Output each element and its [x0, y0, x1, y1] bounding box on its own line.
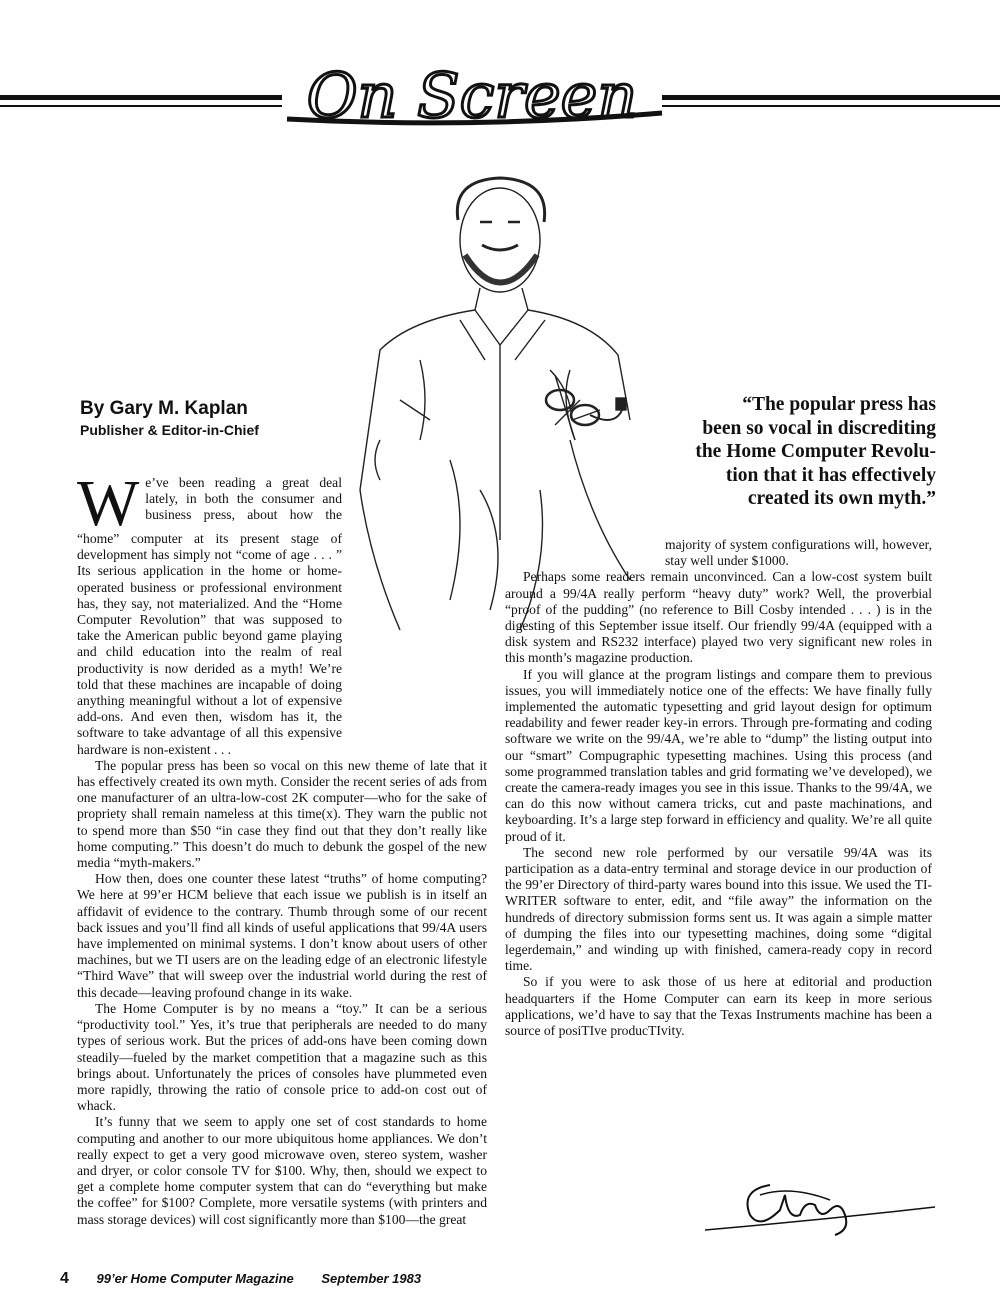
- magazine-name: 99’er Home Computer Magazine: [96, 1271, 294, 1286]
- byline-name: By Gary M. Kaplan: [80, 398, 248, 419]
- article-paragraph: It’s funny that we seem to apply one set of cost standards to home computing and another to our more ubiquitous home appliances. We don’t really expect to get a very good microwave oven, stereo system, washer and dryer, or color console TV for $100. Why, then, should we expect to get a complete home computer system that can do “everything but make the coffee” for $100? Complete, more versatile systems (with printers and mass storage devices) will cost significantly more than $100—the great: [77, 1114, 487, 1227]
- masthead-title: On Screen: [306, 59, 638, 132]
- page-footer: [60, 1270, 445, 1288]
- article-right-column: [505, 537, 932, 1039]
- byline-title: Publisher & Editor-in-Chief: [80, 422, 259, 438]
- masthead-logo: [262, 55, 682, 135]
- article-left-column: [77, 467, 487, 1228]
- pull-quote-line: been so vocal in discrediting: [702, 417, 936, 439]
- issue-date: September 1983: [321, 1271, 422, 1286]
- drop-cap: W: [77, 467, 140, 540]
- article-paragraph: So if you were to ask those of us here at editorial and production headquarters if the Home Computer can earn its keep in more serious applications, we’d have to say that the Texas Instruments machine has been a source of posiTIve producTIvity.: [505, 974, 932, 1039]
- intro-block: [77, 467, 342, 540]
- article-paragraph: How then, does one counter these latest “truths” of home computing? We here at 99’er HCM believe that each issue we publish is in itself an affidavit of evidence to the contrary. Thumb through some of our recent back issues and you’ll find all kinds of useful applications that 99/4A users have implemented on minimal systems. I don’t know about users of other machines, but we TI users are on the leading edge of an electronic lifestyle “Third Wave” that will sweep over the industrial world during the rest of this decade—leaving profound change in its wake.: [77, 871, 487, 1000]
- masthead: [0, 55, 1000, 135]
- article-paragraph: Perhaps some readers remain unconvinced. Can a low-cost system built around a 99/4A really perform “heavy duty” work? Well, the proverbial “proof of the pudding” (no reference to Bill Cosby intended . . . ) is in the digesting of this September issue itself. Our friendly 99/4A (equipped with a disk system and RS232 interface) played two very significant new roles in this month’s magazine production.: [505, 569, 932, 666]
- pull-quote-line: created its own myth.”: [747, 488, 936, 509]
- article-paragraph: The second new role performed by our versatile 99/4A was its participation as a data-entry terminal and storage device in our production of the 99’er Directory of third-party wares bound into this issue. We used the TI-WRITER software to enter, edit, and “file away” the information on the hundreds of directory submission forms sent us. It was again a simple matter of dumping the files into our typesetting machines, doing some “digital legerdemain,” and winding up with finished, camera-ready copy in record time.: [505, 844, 932, 974]
- pull-quote: [656, 393, 936, 511]
- pull-quote-line: the Home Computer Revolu-: [695, 441, 936, 462]
- handwritten-signature: [700, 1175, 940, 1245]
- intro-line: business press, about how the: [145, 507, 342, 523]
- article-paragraph: majority of system configurations will, however, stay well under $1000.: [665, 537, 932, 569]
- article-paragraph: The popular press has been so vocal on this new theme of late that it has effectively created its own myth. Consider the recent series of ads from one manufacturer of an ultra-low-cost 2K computer—who for the sake of propriety shall remain nameless at this time(x). They warn the public not to spend more than $50 “in case they find out that they don’t really like home computing.” This doesn’t do much to debunk the gospel of the new media “myth-makers.”: [77, 757, 487, 871]
- article-paragraph: “home” computer at its present stage of development has simply not “come of age . . . ” Its serious application in the home or home-operated business or professional environment has, they say, not materialized. And the “Home Computer Revolution” that was supposed to take the American public beyond game playing and child education into the realm of real productivity is now derided as a myth! We’re told that these machines are incapable of doing anything meaningful without a lot of expensive add-ons. And even then, wisdom has it, the software to take advantage of all this expensive hardware is non-existent . . .: [77, 531, 342, 757]
- article-paragraph: If you will glance at the program listings and compare them to previous issues, you will immediately notice one of the effects: We have finally fully implemented the automatic typesetting and grid layout design for optimum readability and fewer reader key-in errors. Through pre-formating and coding software we write on the 99/4A, we’re able to “dump” the listing output into our “smart” Compugraphic typesetting machines. Using this process (and some programmed translation tables and grid formating we’ve developed), we create the camera-ready images you see in this issue. Thanks to the 99/4A, we can do this now without camera tricks, cut and paste machinations, and keyboarding. It’s a large step forward in efficiency and quality. We’re all quite proud of it.: [505, 666, 932, 844]
- article-paragraph: The Home Computer is by no means a “toy.” It can be a serious “productivity tool.” Yes, it’s true that peripherals are needed to do many types of serious work. But the prices of add-ons have been coming down steadily—fueled by the market competition that a magazine such as this brings about. Unfortunately the prices of consoles have plummeted even more rapidly, throwing the ratio of console price to add-on cost out of whack.: [77, 1000, 487, 1114]
- pull-quote-line: “The popular press has: [742, 394, 936, 415]
- pull-quote-line: tion that it has effectively: [725, 464, 936, 486]
- intro-line: e’ve been reading a great deal: [145, 475, 342, 490]
- intro-line: lately, in both the consumer and: [145, 491, 342, 507]
- page-number: 4: [60, 1270, 69, 1287]
